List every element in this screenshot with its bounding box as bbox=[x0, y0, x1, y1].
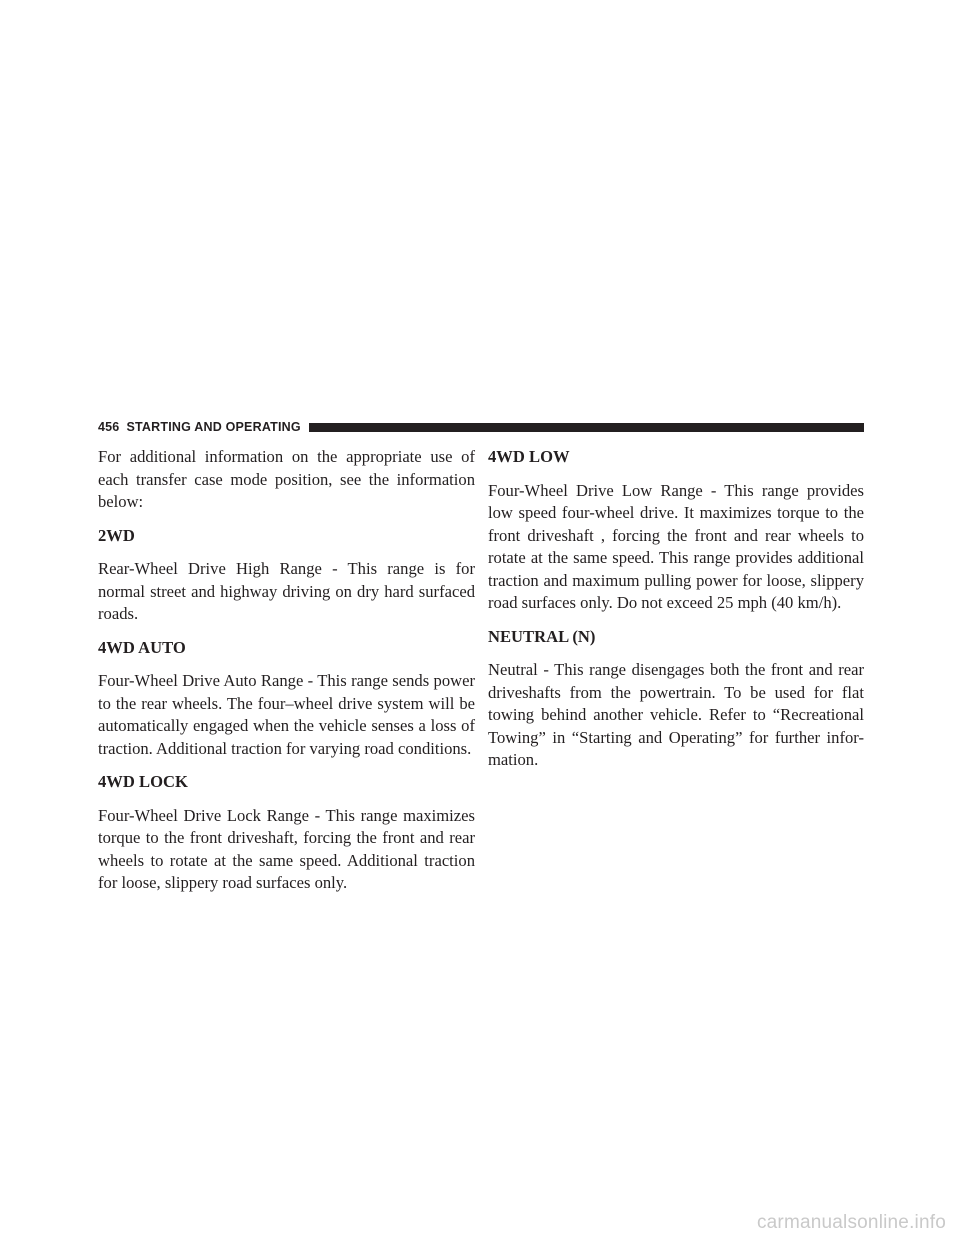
right-column bbox=[488, 446, 864, 783]
section-title: STARTING AND OPERATING bbox=[126, 420, 301, 434]
heading-2wd: 2WD bbox=[98, 525, 135, 545]
header-rule bbox=[309, 423, 864, 432]
body-neutral: Neutral - This range disengages both the front and rear driveshafts from the powertrain. To be used for flat towing behind another vehicle. Refer to “Recreational Towing” in “Starting and Operating” for further infor-mation. bbox=[488, 660, 864, 769]
heading-4wd-lock: 4WD LOCK bbox=[98, 772, 188, 791]
page-header bbox=[98, 420, 864, 434]
heading-4wd-low: 4WD LOW bbox=[488, 447, 570, 466]
heading-neutral: NEUTRAL (N) bbox=[488, 626, 596, 646]
intro-paragraph: For additional information on the appropriate use of each transfer case mode position, see the information below: bbox=[98, 447, 475, 511]
page-number: 456 bbox=[98, 420, 120, 434]
body-2wd: Rear-Wheel Drive High Range - This range is for normal street and highway driving on dry hard surfaced roads. bbox=[98, 559, 475, 623]
body-4wd-lock: Four-Wheel Drive Lock Range - This range maximizes torque to the front driveshaft, forcing the front and rear wheels to rotate at the same speed. Additional traction for loose, slippery road surfaces only. bbox=[98, 805, 475, 892]
body-4wd-low: Four-Wheel Drive Low Range - This range provides low speed four-wheel drive. It maximizes torque to the front driveshaft , forcing the front and rear wheels to rotate at the same speed. This range provides additional traction and maximum pulling power for loose, slippery road surfaces only. Do not exceed 25 mph (40 km/h). bbox=[488, 480, 864, 612]
body-4wd-auto: Four-Wheel Drive Auto Range - This range sends power to the rear wheels. The four–wheel drive system will be automatically engaged when the vehicle senses a loss of traction. Additional traction for varying road conditions. bbox=[98, 671, 475, 758]
heading-4wd-auto: 4WD AUTO bbox=[98, 637, 186, 657]
watermark-text: carmanualsonline.info bbox=[756, 1212, 946, 1233]
left-column bbox=[98, 446, 475, 906]
